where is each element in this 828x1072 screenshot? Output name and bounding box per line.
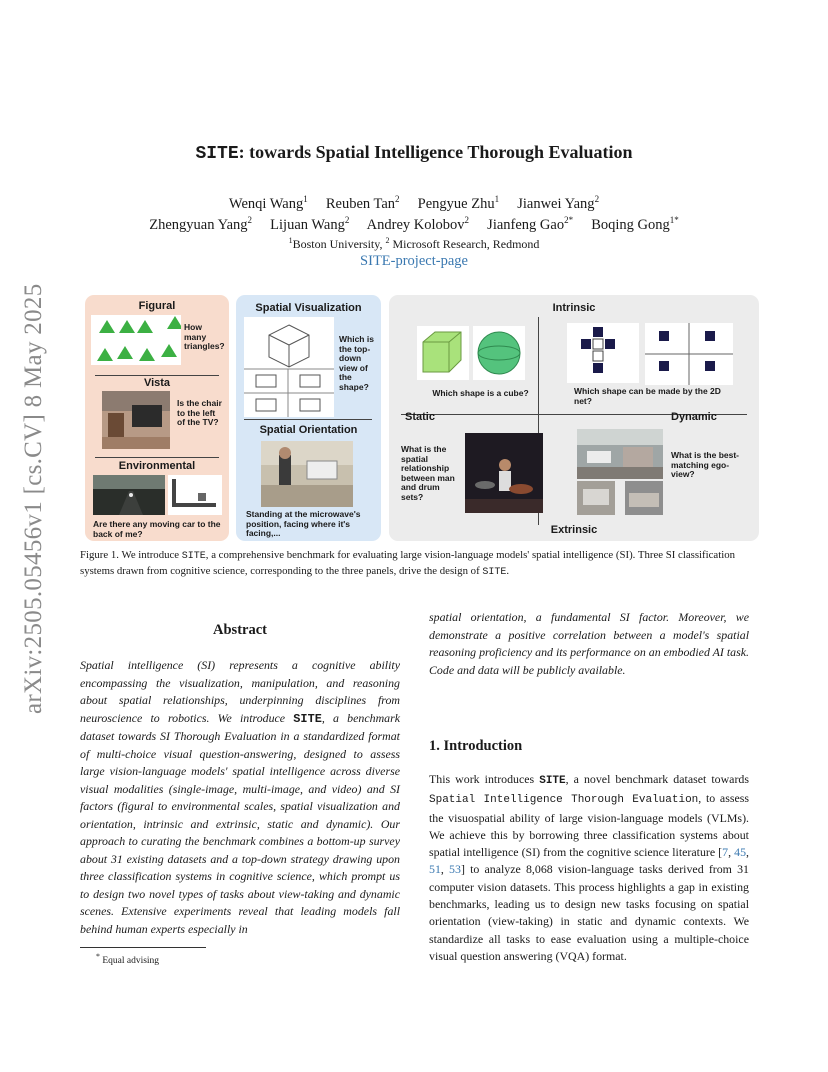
- question-2d-net: Which shape can be made by the 2D net?: [574, 386, 721, 406]
- kitchen-image: [261, 441, 353, 507]
- question-cube: Which shape is a cube?: [432, 388, 529, 398]
- ego-room-image: [577, 429, 663, 479]
- author: Jianfeng Gao$^{2*}$: [487, 215, 574, 233]
- citation-link[interactable]: 53: [449, 862, 461, 877]
- authors-line-1: [80, 194, 748, 213]
- section-heading-introduction: 1. Introduction: [429, 738, 523, 754]
- footnote-rule: [80, 947, 206, 948]
- question-vista: Is the chair to the left of the TV?: [177, 398, 222, 427]
- figure-panel-intrinsic-extrinsic: [389, 295, 759, 541]
- candidate-cubes-image: [645, 323, 733, 385]
- abstract-heading: Abstract: [213, 622, 267, 638]
- abstract-body: Spatial intelligence (SI) represents a cognitive ability encompassing the visualization, manipulation, and reasoning about spatial relationships, underpinning disciplines from neuroscience to robotics. We introduce SITE, a benchmark dataset towards SI Thorough Evaluation in a standardized format of multi-choice visual question-answering, designed to assess large vision-language models' spatial intelligence across diverse visual modalities (single-image, multi-image, and video) and SI factors (figural to environmental scales, spatial visualization and orientation, intrinsic and extrinsic, static and dynamic). Our approach to curating the benchmark combines a bottom-up survey about 31 existing datasets and a top-down strategy drawing upon three classification systems in cognitive science, which prompt us to design two novel types of tasks about view-taking and dynamic scenes. Extensive experiments reveal that leading models fall behind human experts especially in: [80, 658, 400, 936]
- title-text: : towards Spatial Intelligence Thorough Evaluation: [238, 142, 633, 162]
- author: Zhengyuan Yang$^2$: [149, 215, 253, 233]
- road-map-image: [168, 475, 222, 515]
- panel-label-spatial-visualization: Spatial Visualization: [255, 302, 362, 314]
- figure-panel-spatial-factors: [236, 295, 381, 541]
- author: Pengyue Zhu$^1$: [417, 194, 500, 212]
- panel-label-environmental: Environmental: [118, 460, 196, 472]
- panel-label-figural: Figural: [138, 300, 176, 312]
- paper-title: [0, 142, 828, 164]
- axis-label-static: Static: [405, 411, 435, 423]
- question-visualization: Which is the top-down view of the shape?: [339, 334, 374, 392]
- author: Reuben Tan$^2$: [325, 194, 400, 212]
- introduction-body: This work introduces SITE, a novel benchmark dataset towards Spatial Intelligence Thorough Evaluation, to assess the visuospatial ability of large vision-language models (VLMs). We achieve this by borrowing three classification systems about spatial intelligence (SI) from the cognitive science literature [7, 45, 51, 53] to analyze 8,068 vision-language tasks derived from 31 computer vision datasets. This process highlights a gap in existing benchmarks, leading us to design new tasks focusing on spatial orientation (view-taking) in static and dynamic contexts. We standardize all tasks to ease evaluation using a multiple-choice visual question answering (VQA) format.: [429, 772, 750, 963]
- footnote: * Equal advising: [96, 952, 160, 967]
- drummer-image: [465, 433, 543, 513]
- figure-caption: Figure 1. We introduce SITE, a comprehensive benchmark for evaluating large vision-language models' spatial intelligence (SI). Three SI classification systems drawn from cognitive science, corresponding to the three panels, drive the design of SITE.: [80, 549, 736, 578]
- question-orientation: Standing at the microwave's position, facing where it's facing,...: [246, 509, 361, 538]
- question-figural: How many triangles?: [184, 322, 225, 351]
- author: Jianwei Yang$^2$: [517, 194, 600, 212]
- question-environmental: Are there any moving car to the back of me?: [93, 519, 221, 539]
- 2d-net-image: [567, 323, 639, 383]
- divider: [244, 419, 372, 420]
- citation-link[interactable]: 7: [722, 845, 729, 860]
- question-spatial-relationship: What is the spatial relationship between man and drum sets?: [401, 444, 455, 502]
- arxiv-identifier: arXiv:2505.05456v1 [cs.CV] 8 May 2025: [20, 283, 47, 714]
- panel-label-spatial-orientation: Spatial Orientation: [259, 424, 358, 436]
- ego-view-option-b: [625, 481, 663, 515]
- author: Andrey Kolobov$^2$: [366, 215, 470, 233]
- affiliations: $^1$Boston University, $^2$ Microsoft Research, Redmond: [288, 236, 540, 251]
- authors-line-2: [80, 215, 748, 234]
- question-ego-view: What is the best-matching ego-view?: [671, 450, 740, 479]
- project-page-link[interactable]: SITE-project-page: [360, 253, 468, 269]
- axis-label-dynamic: Dynamic: [671, 411, 717, 423]
- axis-label-intrinsic: Intrinsic: [552, 302, 596, 314]
- axis-label-extrinsic: Extrinsic: [550, 524, 598, 536]
- divider: [95, 375, 219, 376]
- citation-link[interactable]: 51: [429, 862, 441, 877]
- cube-sphere-image: [417, 326, 525, 380]
- ego-view-option-a: [577, 481, 615, 515]
- room-image: [102, 391, 170, 449]
- road-image: [93, 475, 165, 515]
- isometric-shape-image: [244, 317, 334, 417]
- triangles-image: [91, 315, 181, 365]
- panel-label-vista: Vista: [143, 377, 171, 389]
- author: Lijuan Wang$^2$: [270, 215, 350, 233]
- author: Boqing Gong$^{1*}$: [591, 215, 679, 233]
- abstract-continuation: spatial orientation, a fundamental SI factor. Moreover, we demonstrate a positive correlation between a model's spatial reasoning proficiency and its performance on an embodied AI task. Code and data will be publicly available.: [429, 610, 749, 677]
- title-system-name: SITE: [195, 144, 239, 164]
- citation-link[interactable]: 45: [734, 845, 747, 860]
- divider: [95, 457, 219, 458]
- author: Wenqi Wang$^1$: [228, 194, 308, 212]
- figure-panel-scales: [85, 295, 229, 541]
